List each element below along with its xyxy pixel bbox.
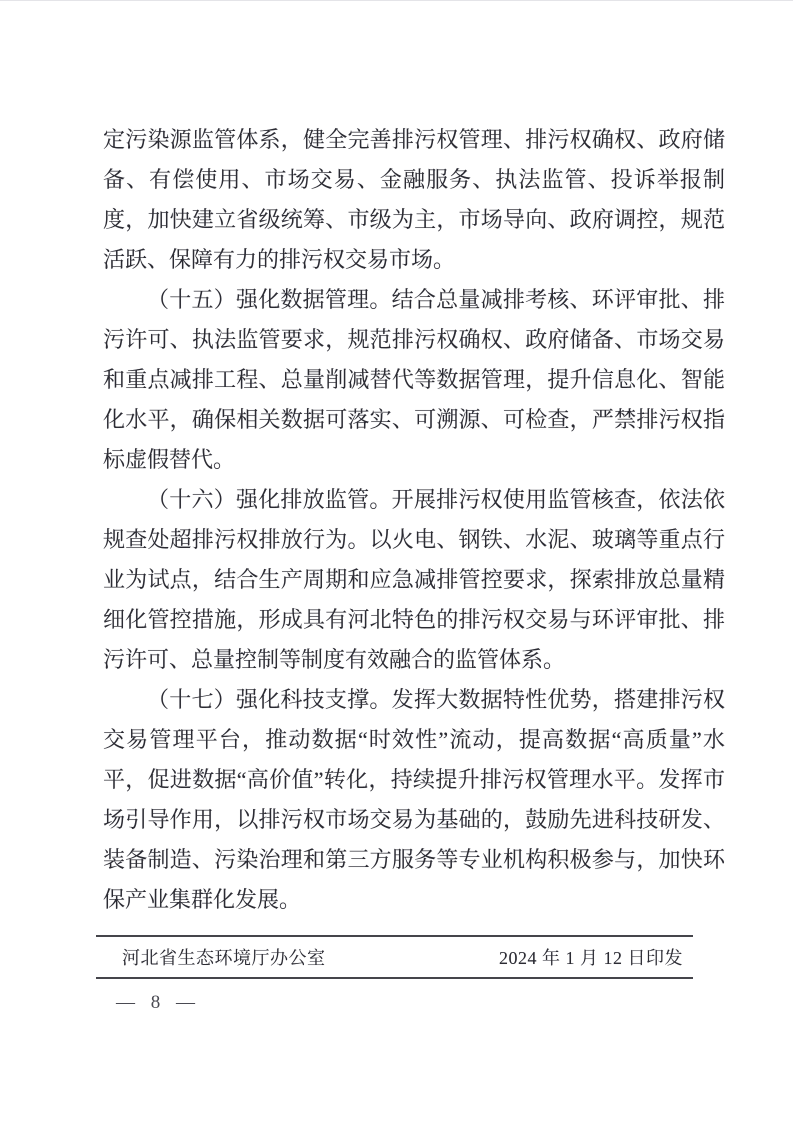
page-number: — 8 —: [116, 992, 196, 1013]
document-body: [103, 120, 725, 920]
issuing-office-label: 河北省生态环境厅办公室: [122, 948, 326, 968]
paragraph-continuation: 定污染源监管体系，健全完善排污权管理、排污权确权、政府储备、有偿使用、市场交易、金融服务、执法监管、投诉举报制度，加快建立省级统筹、市级为主，市场导向、政府调控，规范活跃、保障有力的排污权交易市场。: [103, 127, 725, 272]
paragraph-item-15: （十五）强化数据管理。结合总量减排考核、环评审批、排污许可、执法监管要求，规范排污权确权、政府储备、市场交易和重点减排工程、总量削减替代等数据管理，提升信息化、智能化水平，确保相关数据可落实、可溯源、可检查，严禁排污权指标虚假替代。: [103, 287, 725, 472]
print-date-label: 2024 年 1 月 12 日印发: [499, 948, 683, 968]
colophon-bottom-rule: [96, 977, 693, 979]
colophon: [96, 935, 693, 979]
paragraph-item-16: （十六）强化排放监管。开展排污权使用监管核查，依法依规查处超排污权排放行为。以火电、钢铁、水泥、玻璃等重点行业为试点，结合生产周期和应急减排管控要求，探索排放总量精细化管控措施，形成具有河北特色的排污权交易与环评审批、排污许可、总量控制等制度有效融合的监管体系。: [103, 487, 725, 672]
colophon-row: [96, 937, 693, 977]
paragraph-item-17: （十七）强化科技支撑。发挥大数据特性优势，搭建排污权交易管理平台，推动数据“时效性”流动，提高数据“高质量”水平，促进数据“高价值”转化，持续提升排污权管理水平。发挥市场引导作用，以排污权市场交易为基础的，鼓励先进科技研发、装备制造、污染治理和第三方服务等专业机构积极参与，加快环保产业集群化发展。: [103, 687, 725, 912]
